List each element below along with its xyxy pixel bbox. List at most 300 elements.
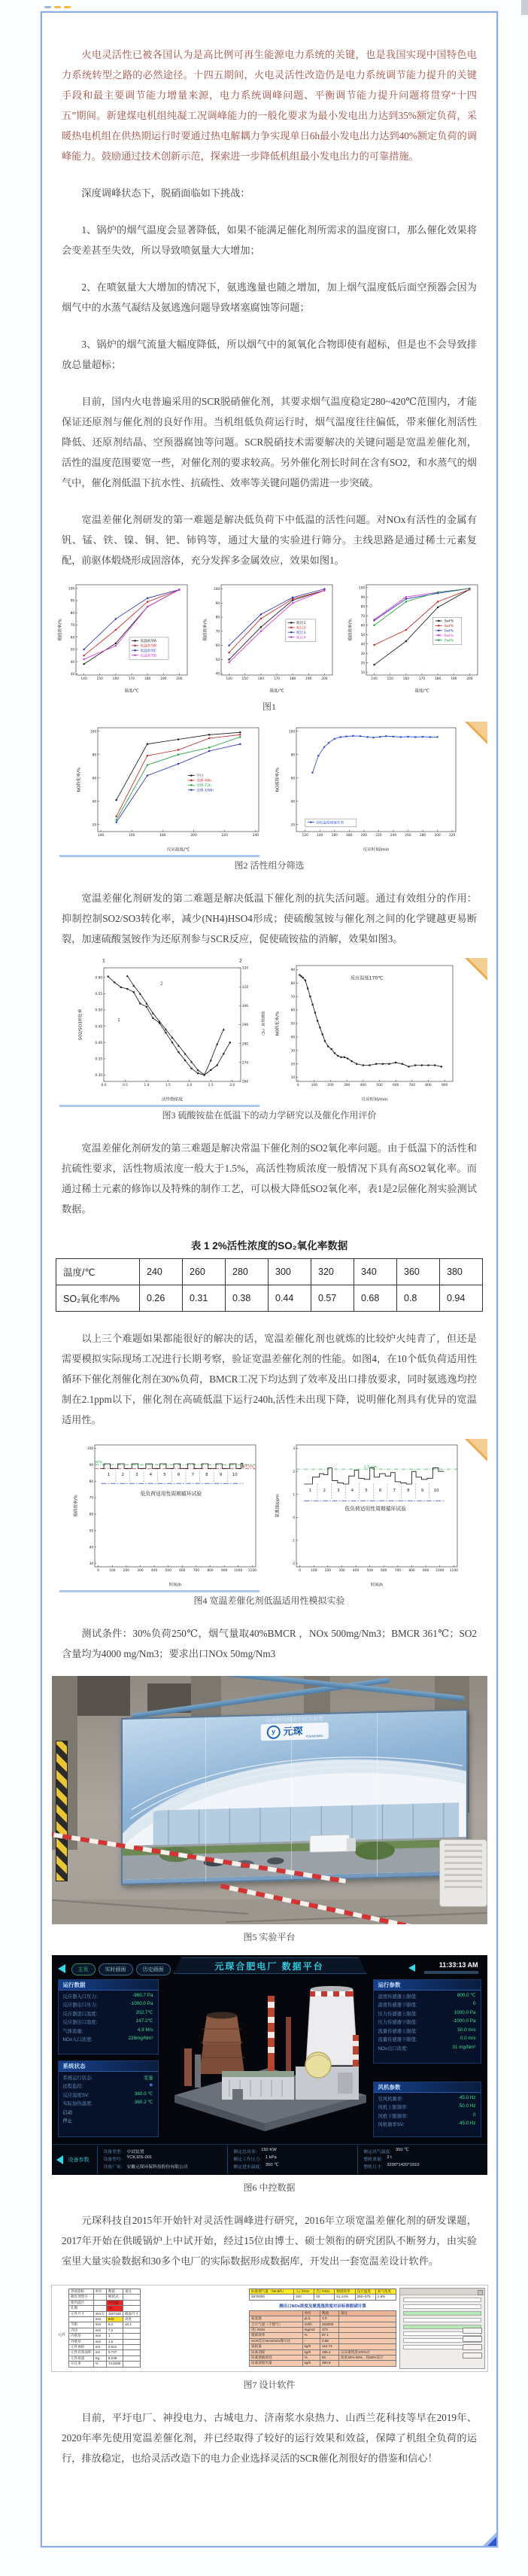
table-cell: 元件有效面积 — [69, 2350, 94, 2356]
table-row — [69, 2300, 141, 2305]
svg-text:低温助剂C: 低温助剂C — [140, 649, 156, 653]
svg-text:100: 100 — [109, 1569, 116, 1574]
table-cell — [339, 2316, 396, 2322]
table-cell: 设计温度 — [355, 2289, 375, 2295]
svg-text:150: 150 — [387, 677, 393, 682]
building-opening — [69, 1676, 130, 1716]
experiment-platform-photo — [52, 1676, 487, 1924]
table-row — [250, 2344, 396, 2349]
table-row — [250, 2310, 396, 2316]
table-row — [250, 2295, 396, 2300]
table-cell: 单位 — [93, 2289, 106, 2295]
table-cell — [339, 2338, 396, 2343]
table-row — [69, 2317, 141, 2322]
dialog-titlebar — [400, 2289, 484, 2295]
svg-text:100: 100 — [311, 1569, 317, 1574]
svg-text:20: 20 — [290, 1063, 296, 1067]
table-cell: 240 — [140, 1259, 183, 1285]
svg-text:80: 80 — [360, 605, 365, 610]
table-cell: 合计气量（干烟气） — [250, 2322, 303, 2327]
table-cell — [123, 2356, 140, 2361]
table-cell: kg/h — [302, 2349, 320, 2355]
svg-text:260: 260 — [241, 1080, 249, 1084]
svg-text:0: 0 — [293, 1516, 296, 1520]
billboard-banner-text: 元琛科技移动中试实验室 — [266, 1716, 324, 1723]
back-arrow-icon[interactable] — [58, 1964, 65, 1973]
divider-line — [59, 855, 259, 857]
svg-text:30: 30 — [89, 1562, 94, 1567]
table-cell: kg/h — [302, 2361, 320, 2366]
table-cell: % — [302, 2333, 320, 2338]
svg-text:-2: -2 — [291, 1562, 296, 1567]
table-cell: 0.38 — [226, 1285, 269, 1312]
data-row: 额定进水温度: 350 ℃ — [233, 2163, 279, 2170]
scrollbar-thumb[interactable] — [521, 0, 528, 15]
dialog-button[interactable] — [463, 2336, 482, 2342]
table-cell: - — [302, 2338, 320, 2343]
svg-text:温度/℃: 温度/℃ — [414, 689, 429, 694]
svg-text:180: 180 — [434, 677, 441, 682]
table-row — [69, 2334, 141, 2339]
data-row: 反应器出口压力: -1000.0 Pa — [62, 2001, 153, 2008]
dialog-field-highlight[interactable] — [403, 2311, 481, 2316]
table-cell: 8.2 — [106, 2322, 123, 2328]
svg-text:80: 80 — [70, 611, 74, 616]
svg-text:20: 20 — [290, 823, 296, 828]
svg-text:200: 200 — [320, 677, 328, 682]
dialog-field[interactable] — [403, 2298, 481, 2302]
svg-text:10: 10 — [433, 1489, 439, 1494]
table-cell: 高度 — [123, 2317, 140, 2322]
table-cell: 备注 — [339, 2310, 396, 2316]
table-cell: 数值 — [320, 2310, 339, 2316]
table-row — [69, 2322, 141, 2328]
svg-text:80: 80 — [89, 1480, 94, 1484]
table-cell: 2670000 — [250, 2295, 294, 2300]
paragraph-validation: 以上三个难题如果都能很好的解决的话，宽温差催化剂也就炼的比较炉火纯青了，但还是需要模拟实际现场工况进行长期考察，验证宽温差催化剂的性能。如图4，在10个低负荷适用性循环下催化剂催化剂在30%负荷，BMCR工况下均达到了效率及出口排放要求，同时氨逃逸均控制在2.1ppm以下，催化剂在高硫低温下运行240h,活性未出现下降，说明催化剂具有优异的宽温适用性。 — [62, 1333, 477, 1425]
svg-text:配比2: 配比2 — [296, 626, 305, 631]
svg-text:170: 170 — [128, 677, 135, 682]
paragraph-challenge-1: 1、锅炉的烟气温度会显著降低，如果不能满足催化剂所需求的温度窗口，那么催化效果将会变差甚至失效，所以导致喷氨量大大增加； — [62, 224, 477, 256]
svg-text:500: 500 — [366, 1569, 373, 1574]
svg-text:800: 800 — [408, 1569, 415, 1574]
svg-text:氨逃逸/ppm: 氨逃逸/ppm — [275, 1494, 281, 1518]
svg-text:160: 160 — [257, 677, 264, 682]
figure3-chart-kinetics — [77, 958, 265, 1102]
table-row — [250, 2289, 396, 2295]
data-row: 额定工作压力: 1 kPa — [233, 2155, 277, 2162]
svg-text:1: 1 — [107, 1473, 111, 1478]
ac-unit — [439, 1839, 487, 1907]
sheet-band-table — [249, 2289, 396, 2301]
action-button[interactable]: 停止 — [62, 2118, 73, 2124]
data-row: NOx出口浓度: 31 mg/Nm³ — [378, 2044, 476, 2051]
date-bar — [424, 1971, 478, 1974]
svg-text:700: 700 — [408, 1084, 416, 1088]
svg-text:220: 220 — [375, 834, 382, 838]
data-row: 设备类型: 中试装置 — [103, 2150, 144, 2155]
svg-text:400: 400 — [360, 1084, 367, 1088]
svg-text:1: 1 — [293, 1493, 296, 1498]
chevron-icon — [408, 1964, 415, 1972]
svg-text:150: 150 — [241, 677, 248, 682]
dashboard-tabs — [71, 1963, 171, 1975]
svg-text:180: 180 — [159, 834, 166, 838]
figure1-row — [52, 579, 487, 694]
device-params-bar — [52, 2144, 487, 2175]
data-row: 反应温度SV: 360.0 ℃ — [62, 2091, 153, 2098]
table-cell: % — [302, 2356, 320, 2361]
data-row: 风机上限频率: 50.0 Hz — [378, 2103, 476, 2110]
data-row: 额定出气温度: 350 ℃ — [363, 2148, 409, 2155]
table-cell — [339, 2344, 396, 2349]
table-cell: 300 — [269, 1259, 311, 1285]
table-cell: 进口NOx — [250, 2328, 303, 2333]
svg-text:90: 90 — [215, 601, 220, 606]
dialog-field[interactable] — [403, 2304, 481, 2309]
table-row — [69, 2295, 141, 2300]
svg-text:190: 190 — [159, 677, 166, 682]
data-row: 整机尺寸: 3200*1420*1910 — [363, 2163, 420, 2170]
figure1-chart-additives — [56, 579, 193, 694]
svg-text:140: 140 — [80, 677, 87, 682]
table-cell: 74.6406 — [106, 2362, 123, 2367]
svg-text:4wt%: 4wt% — [443, 625, 454, 629]
svg-text:0.50: 0.50 — [95, 1008, 103, 1013]
table-cell: SO₂氧化率/% — [56, 1285, 140, 1312]
table-row — [69, 2350, 141, 2356]
svg-text:100: 100 — [213, 588, 220, 592]
svg-text:脱硝效率/%: 脱硝效率/% — [348, 619, 353, 641]
table-row — [69, 2311, 141, 2316]
table-cell: 260 — [183, 1259, 226, 1285]
svg-text:400: 400 — [352, 1569, 360, 1574]
svg-text:0: 0 — [299, 1569, 302, 1574]
table-cell: 内径 — [69, 2328, 94, 2333]
folded-corner-icon — [486, 2535, 498, 2547]
table-cell: 氧气浓度 — [375, 2289, 396, 2295]
svg-text:2: 2 — [121, 1473, 124, 1478]
svg-text:310: 310 — [241, 985, 249, 990]
svg-text:低温助剂A: 低温助剂A — [140, 640, 156, 644]
svg-text:700: 700 — [193, 1569, 200, 1574]
svg-text:6wt%: 6wt% — [443, 634, 454, 638]
table-cell: 尿素消耗 — [250, 2349, 303, 2355]
figure2-row — [52, 722, 487, 853]
svg-text:反应温度170℃: 反应温度170℃ — [350, 975, 384, 981]
svg-text:温度/℃: 温度/℃ — [269, 689, 284, 694]
table-cell: 61.14% — [335, 2295, 355, 2300]
svg-text:70: 70 — [215, 630, 220, 634]
table-cell — [123, 2306, 140, 2311]
svg-text:80: 80 — [215, 616, 220, 620]
divider-line — [59, 1105, 259, 1107]
svg-text:20: 20 — [360, 661, 365, 666]
table-cell: mm — [93, 2334, 106, 2339]
device-col-1 — [97, 2146, 227, 2174]
dialog-button[interactable] — [463, 2352, 482, 2359]
svg-text:50: 50 — [290, 1022, 296, 1026]
svg-text:0: 0 — [296, 1084, 299, 1088]
decor-dashes — [44, 6, 71, 8]
svg-text:40: 40 — [290, 1036, 296, 1040]
svg-text:200: 200 — [324, 1569, 332, 1574]
svg-text:140: 140 — [225, 677, 232, 682]
table-cell: 0.44 — [269, 1285, 311, 1312]
table-cell: 孔数 — [69, 2306, 94, 2311]
table-cell: 0.31 — [183, 1285, 226, 1312]
svg-text:NO转化率/%: NO转化率/% — [275, 1011, 281, 1036]
table-cell: 浓度40%-60%，按50%设计 — [339, 2356, 396, 2361]
design-software-screenshot — [51, 2285, 488, 2372]
svg-text:500: 500 — [376, 1084, 383, 1088]
action-button[interactable]: 启动 — [62, 2109, 73, 2115]
svg-text:200: 200 — [123, 1569, 130, 1574]
svg-text:70: 70 — [360, 614, 365, 619]
paragraph-conclusion: 目前，平圩电厂、神投电力、古城电力、济南浆水泉热力、山西兰花科技等早在2019年、2020年率先使用宽温差催化剂，并已经取得了较好的运行效果和效益，保障了机组全负荷的运行，排放稳定，也给灵活改造下的电力企业选择灵活的SCR催化剂很好的借鉴和信心！ — [62, 2412, 477, 2464]
svg-text:6: 6 — [177, 1473, 181, 1478]
svg-text:90: 90 — [290, 968, 296, 972]
paragraph-challenge-lead: 深度调峰状态下，脱硝面临如下挑战： — [81, 187, 250, 199]
figure2-caption: 图2 活性组分筛选 — [234, 860, 305, 871]
device-col-3 — [357, 2146, 487, 2174]
table-cell: mm — [93, 2328, 106, 2333]
figure5-caption: 图5 实验平台 — [243, 1932, 296, 1942]
table-cell: 110.74 — [320, 2344, 339, 2349]
data-row: 反应器入口压力: -960.7 Pa — [62, 1992, 153, 2000]
table-row — [69, 2289, 141, 2295]
svg-text:空白: 空白 — [196, 774, 204, 779]
svg-text:5: 5 — [163, 1473, 166, 1478]
sheet-left-table — [68, 2289, 141, 2368]
table-cell: 氨逃逸 — [250, 2316, 303, 2322]
figure3-caption: 图3 硫酸铵盐在低温下的动力学研究以及催化作用评价 — [162, 1110, 377, 1121]
svg-text:NO脱除率/%: NO脱除率/% — [275, 767, 281, 792]
table-cell: 使用温区 — [69, 2300, 94, 2305]
table-cell: 360 — [397, 1259, 440, 1285]
data-row: 流量传感器下限值: 0.0 m/s — [378, 2036, 476, 2042]
data-row: 压力传感器下限值: -1000.0 Pa — [378, 2018, 476, 2025]
svg-text:900: 900 — [441, 1084, 448, 1088]
table-cell: % — [93, 2362, 106, 2367]
svg-text:1: 1 — [117, 1018, 120, 1023]
svg-text:1000: 1000 — [435, 1569, 445, 1574]
svg-text:6: 6 — [378, 1489, 382, 1494]
svg-text:90: 90 — [70, 599, 74, 604]
table-cell — [123, 2328, 140, 2333]
svg-text:1: 1 — [308, 1489, 312, 1494]
svg-text:800: 800 — [207, 1569, 214, 1574]
table-cell: 0.94 — [440, 1285, 483, 1312]
svg-text:4: 4 — [149, 1473, 153, 1478]
svg-text:处理-108h: 处理-108h — [196, 789, 214, 793]
table-row — [69, 2339, 141, 2344]
dialog-field[interactable] — [403, 2318, 481, 2322]
svg-text:低负荷适用性周期循环试验: 低负荷适用性周期循环试验 — [344, 1506, 406, 1513]
figure2-chart-stability — [274, 722, 463, 853]
svg-text:30: 30 — [360, 652, 365, 656]
table-cell — [339, 2333, 396, 2338]
svg-text:170: 170 — [273, 677, 280, 682]
svg-text:NO转化率/%: NO转化率/% — [77, 767, 82, 792]
svg-text:3: 3 — [337, 1489, 340, 1494]
svg-text:500: 500 — [165, 1569, 171, 1574]
svg-text:90: 90 — [360, 595, 365, 600]
table-cell: 元件尺寸 — [69, 2311, 94, 2316]
svg-text:8: 8 — [205, 1473, 208, 1478]
svg-text:低温助剂D: 低温助剂D — [140, 654, 156, 658]
svg-text:2.5: 2.5 — [208, 1084, 214, 1088]
svg-text:150: 150 — [96, 677, 103, 682]
svg-text:40: 40 — [290, 800, 296, 804]
data-row: 引风机频率: 45.0 Hz — [378, 2094, 476, 2102]
article-card — [41, 11, 498, 2547]
svg-text:时间/h: 时间/h — [168, 1583, 182, 1588]
logo-icon: y — [267, 1725, 281, 1738]
svg-text:脱硝温度（℃）: 脱硝温度（℃） — [260, 1011, 265, 1039]
panel-title: 运行数据 — [59, 1980, 158, 1991]
svg-text:30: 30 — [290, 1049, 296, 1054]
svg-text:配比3: 配比3 — [296, 631, 305, 635]
svg-text:1.5: 1.5 — [165, 1084, 171, 1088]
table-cell: m3 — [93, 2345, 106, 2350]
svg-text:5wt%: 5wt% — [443, 629, 454, 634]
table-row — [250, 2328, 396, 2333]
table-cell — [123, 2350, 140, 2356]
svg-text:160: 160 — [129, 834, 135, 838]
svg-text:反应时间/min: 反应时间/min — [363, 847, 390, 853]
svg-text:100: 100 — [90, 730, 97, 734]
figure7-caption: 图7 设计软件 — [243, 2380, 296, 2390]
logo-text: 元琛 — [283, 1725, 303, 1737]
svg-text:100: 100 — [358, 586, 365, 591]
table-cell: kg/h — [302, 2344, 320, 2349]
table-cell: 出口NOx — [314, 2289, 335, 2295]
figure1-chart-ratios — [202, 579, 338, 694]
tab-history[interactable]: 历史画面 — [136, 1963, 171, 1975]
svg-text:低温助剂B: 低温助剂B — [140, 644, 156, 649]
figure1-chart-loading — [347, 579, 483, 694]
logo-subtext: YUANCHEN — [305, 1733, 323, 1738]
panel-sys-state — [58, 2060, 159, 2137]
table-cell — [250, 2310, 303, 2316]
svg-text:70: 70 — [70, 624, 74, 628]
table-cell: ±0.1 — [123, 2322, 140, 2328]
data-row: 反应器出口温度: 147.2℃ — [62, 2018, 153, 2025]
svg-text:170: 170 — [418, 677, 425, 682]
svg-text:140: 140 — [370, 677, 378, 682]
table-cell: 0.26 — [140, 1285, 183, 1312]
svg-text:7wt%: 7wt% — [443, 639, 454, 643]
table-cell — [123, 2362, 140, 2367]
table-cell: Kg — [93, 2356, 106, 2361]
sheet-side-label: 元件 — [58, 2333, 66, 2337]
svg-text:0.60: 0.60 — [95, 976, 103, 981]
svg-text:270: 270 — [241, 1061, 249, 1066]
close-icon[interactable] — [478, 2290, 483, 2295]
svg-text:1.0: 1.0 — [144, 1084, 150, 1088]
svg-text:90%: 90% — [95, 1461, 103, 1465]
svg-text:40: 40 — [215, 672, 220, 677]
table-cell: 195.4 — [320, 2349, 339, 2355]
svg-text:200: 200 — [175, 677, 183, 682]
table-row — [250, 2316, 396, 2322]
figure4-caption: 图4 宽温差催化剂低温适用性模拟实验 — [193, 1595, 345, 1606]
tab-realtime[interactable]: 实时画面 — [99, 1963, 133, 1975]
svg-text:50: 50 — [89, 1529, 94, 1534]
svg-text:活性物浓度: 活性物浓度 — [162, 1097, 183, 1102]
data-row: 温度传感器下限值: 0 — [378, 2001, 476, 2008]
svg-text:0.35: 0.35 — [95, 1057, 103, 1062]
svg-text:0.40: 0.40 — [95, 1041, 103, 1045]
figure4-chart-efficiency — [72, 1439, 265, 1588]
figure3-chart-decay — [274, 958, 462, 1102]
table-cell: 50 — [320, 2356, 339, 2361]
svg-text:1000: 1000 — [234, 1569, 243, 1574]
table-cell — [69, 2317, 94, 2322]
paragraph-difficulty-3: 宽温差催化剂研发的第三难题是解决常温下催化剂的SO2氧化率问题。由于低温下的活性和抗硫性要求，活性物质浓度一般大于1.5%，高活性物质浓度一般情况下具有高SO2氧化率。而通过稀土元素的修饰以及特殊的制作工艺，可以极大降低SO2氧化率，表1是2层催化剂实验测试数据。 — [62, 1142, 477, 1215]
table-cell: 0.727 — [106, 2350, 123, 2356]
table-cell — [339, 2322, 396, 2327]
tab-home[interactable]: 主页 — [71, 1963, 96, 1975]
dialog-button[interactable] — [463, 2328, 482, 2334]
svg-text:200: 200 — [327, 1084, 334, 1088]
data-row: 反应器进口温度: 202.7℃ — [62, 2009, 153, 2017]
dashboard-clock: 11:33:13 AM — [424, 1961, 478, 1974]
svg-text:300: 300 — [343, 1084, 350, 1088]
table-row — [250, 2333, 396, 2338]
figure4-chart-ammonia-slip — [274, 1439, 466, 1588]
svg-text:280: 280 — [419, 834, 426, 838]
svg-text:400: 400 — [150, 1569, 158, 1574]
figure1-caption: 图1 — [262, 701, 276, 712]
svg-text:处理-72h: 处理-72h — [196, 783, 211, 788]
svg-text:80: 80 — [92, 753, 97, 758]
table-row — [250, 2356, 396, 2361]
svg-text:180: 180 — [144, 677, 150, 682]
table-cell: 390.8 — [320, 2361, 339, 2366]
svg-text:320: 320 — [448, 834, 456, 838]
svg-text:40: 40 — [89, 1546, 94, 1550]
svg-text:2: 2 — [238, 958, 243, 964]
table-cell: m3/h — [302, 2322, 320, 2327]
svg-text:60: 60 — [92, 777, 97, 781]
dialog-button[interactable] — [463, 2344, 482, 2350]
table-cell: SCR反应NH3/NOx摩尔比 — [250, 2338, 303, 2343]
svg-text:40: 40 — [92, 800, 97, 804]
paragraph-test-conditions: 测试条件：30%负荷250℃，烟气量取40%BMCR ，NOx 500mg/Nm3；BMCR 361℃；SO2含量均为4000 mg/Nm3；要求出口NOx 50mg/Nm3 — [62, 1628, 477, 1659]
table-cell: 3.0 — [320, 2316, 339, 2322]
table-cell: 340 — [354, 1259, 397, 1285]
table-cell: 0.021 — [106, 2345, 123, 2350]
table-cell: 尿素溶液用量 — [250, 2361, 303, 2366]
svg-text:40: 40 — [70, 660, 74, 665]
svg-text:1100: 1100 — [449, 1569, 458, 1574]
svg-text:260: 260 — [405, 834, 411, 838]
svg-text:180: 180 — [289, 677, 296, 682]
svg-text:2.1ppm: 2.1ppm — [363, 1465, 378, 1470]
table-row — [69, 2306, 141, 2311]
table-cell: 内壁厚 — [69, 2334, 94, 2339]
paragraph-difficulty-1: 宽温差催化剂研发的第一难题是解决低负荷下中低温的活性问题。对NOx有活性的金属有钒、锰、铁、镍、铜、钯、铈钨等，通过大量的实验进行筛分。主线思路是通过稀土元素复配，前驱体煅烧形成固溶体，充分发挥多金属效应，效果如图1。 — [62, 514, 477, 566]
table-cell: 373 — [320, 2328, 339, 2333]
table-cell — [123, 2295, 140, 2300]
paragraph-challenge-2: 2、在喷氨量大大增加的情况下，氨逃逸量也随之增加，加上烟气温度低后面空预器会因为烟气中的水蒸气凝结及氨逃逸问题导致堵塞腐蚀等问题； — [62, 281, 477, 313]
svg-text:700: 700 — [394, 1569, 402, 1574]
svg-text:120: 120 — [302, 834, 308, 838]
svg-text:290: 290 — [241, 1023, 249, 1028]
svg-text:脱硝效率/%: 脱硝效率/% — [58, 619, 62, 641]
